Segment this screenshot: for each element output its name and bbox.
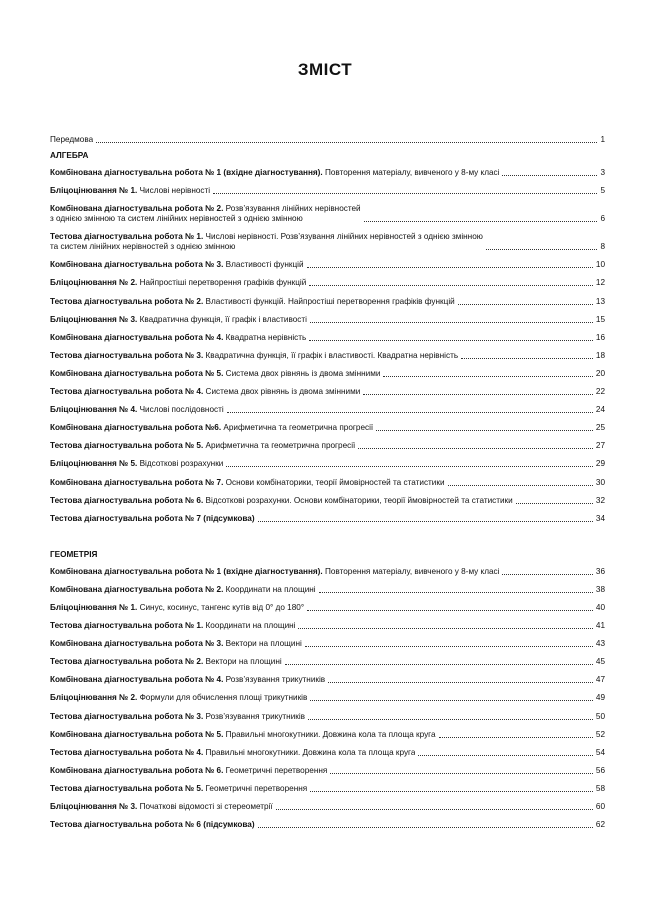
leader-dots: [330, 773, 593, 774]
toc-entry-text: [50, 351, 458, 361]
leader-dots: [461, 358, 593, 359]
toc-entry-page: 6: [600, 214, 605, 224]
toc-entry-text: [50, 168, 499, 178]
toc-entry-text: [50, 802, 273, 812]
toc-entry-work-title: Тестова діагностувальна робота № 7 (підсумкова): [50, 513, 255, 523]
toc-entry-text: [50, 204, 361, 224]
page-title: ЗМІСТ: [297, 60, 353, 79]
toc-entry-page: 38: [595, 584, 605, 594]
toc-entry-work-title: Бліцоцінювання № 3.: [50, 314, 138, 324]
toc-entry[interactable]: [50, 675, 605, 685]
toc-entry-work-title: Тестова діагностувальна робота № 5.: [50, 441, 204, 451]
toc-entry[interactable]: [50, 351, 605, 361]
leader-dots: [502, 574, 592, 575]
leader-dots: [364, 221, 598, 222]
toc-entry[interactable]: [50, 168, 605, 178]
toc-entry-work-title: Бліцоцінювання № 4.: [50, 405, 138, 415]
toc-entry-topic: Арифметична та геометрична прогресії: [221, 423, 374, 433]
toc-entry[interactable]: [50, 657, 605, 667]
toc-entry[interactable]: [50, 315, 605, 325]
toc-entry-page: 41: [595, 621, 605, 631]
toc-entry-topic: Властивості функцій. Найпростіші перетворення графіків функцій: [203, 296, 455, 306]
toc-entry-page: 45: [595, 657, 605, 667]
toc-entry-text: [50, 441, 355, 451]
toc-entry-work-title: Тестова діагностувальна робота № 6 (підсумкова): [50, 820, 255, 830]
toc-entry-text: [50, 423, 373, 433]
leader-dots: [439, 737, 593, 738]
toc-entry[interactable]: [50, 204, 605, 224]
toc-entry[interactable]: [50, 423, 605, 433]
toc-entry-topic: Відсоткові розрахунки. Основи комбінаторики, теорії ймовірностей та статистики: [203, 495, 513, 505]
toc-entry-topic: Числові послідовності: [137, 405, 224, 415]
toc-entry-topic: Формули для обчислення площі трикутників: [137, 693, 308, 703]
toc-entry-work-title: Комбінована діагностувальна робота № 4.: [50, 332, 224, 342]
toc-entry-text: [50, 278, 306, 288]
toc-entry-work-title: Бліцоцінювання № 5.: [50, 459, 138, 469]
toc-entry-work-title: Тестова діагностувальна робота № 2.: [50, 657, 204, 667]
toc-entry-topic: Координати на площині: [223, 584, 316, 594]
toc-entry-page: 36: [595, 566, 605, 576]
toc-entry-work-title: Тестова діагностувальна робота № 3.: [50, 350, 204, 360]
toc-entry[interactable]: [50, 478, 605, 488]
toc-entry-text: [50, 730, 436, 740]
toc-entry-work-title: Тестова діагностувальна робота № 5.: [50, 783, 204, 793]
leader-dots: [258, 521, 593, 522]
leader-dots: [363, 394, 593, 395]
toc-entry-work-title: Тестова діагностувальна робота № 1.: [50, 232, 204, 242]
toc-entry-topic: Вектори на площині: [223, 639, 302, 649]
toc-entry-text: [50, 603, 304, 613]
leader-dots: [258, 827, 593, 828]
toc-entry-topic: Розв’язування трикутників: [203, 711, 306, 721]
toc-entry-text: [50, 748, 415, 758]
leader-dots: [285, 664, 593, 665]
toc-entry-work-title: Комбінована діагностувальна робота № 5.: [50, 729, 224, 739]
toc-entry-topic: Квадратна нерівність: [223, 332, 307, 342]
leader-dots: [309, 340, 593, 341]
leader-dots: [418, 755, 592, 756]
toc-entry-work-title: Тестова діагностувальна робота № 1.: [50, 621, 204, 631]
toc-entry[interactable]: [50, 603, 605, 613]
toc-entry-topic: Вектори на площині: [203, 657, 282, 667]
toc-entry-page: 43: [595, 639, 605, 649]
toc-entry-work-title: Комбінована діагностувальна робота №6.: [50, 423, 222, 433]
toc-entry-page: 40: [595, 602, 605, 612]
leader-dots: [305, 646, 593, 647]
toc-entry-page: 62: [595, 820, 605, 830]
toc-entry-text: [50, 693, 307, 703]
toc-entry-topic: Квадратична функція, її графік і властивості: [137, 314, 307, 324]
toc-entry-work-title: Бліцоцінювання № 1.: [50, 602, 138, 612]
toc-entry[interactable]: [50, 232, 605, 252]
toc-entry-text: [50, 639, 302, 649]
toc-entry[interactable]: [50, 712, 605, 722]
leader-dots: [276, 809, 593, 810]
toc-entry-work-title: Бліцоцінювання № 2.: [50, 278, 138, 288]
leader-dots: [96, 142, 597, 143]
toc-entry-topic: Геометричні перетворення: [203, 783, 308, 793]
toc-entry-work-title: Тестова діагностувальна робота № 4.: [50, 747, 204, 757]
toc-entry-text: [50, 478, 445, 488]
toc-entry[interactable]: [50, 278, 605, 288]
toc-entry-page: 15: [595, 314, 605, 324]
toc-entry-topic: Початкові відомості зі стереометрії: [137, 802, 273, 811]
toc-entry-page: 27: [595, 441, 605, 451]
leader-dots: [516, 503, 593, 504]
toc-entry-work-title: Комбінована діагностувальна робота № 3.: [50, 260, 224, 270]
toc-entry-text: [50, 297, 455, 307]
toc-entry-topic: Розв’язування лінійних нерівностей: [223, 204, 361, 214]
toc-entry-page: 29: [595, 459, 605, 469]
toc-entry-text: [50, 621, 295, 631]
toc-entry[interactable]: [50, 514, 605, 524]
toc-entry-topic: Повторення матеріалу, вивченого у 8-му класі: [322, 168, 500, 177]
toc-entry-topic: Синус, косинус, тангенс кутів від 0° до 180°: [137, 602, 305, 612]
toc-entry-topic: Відсоткові розрахунки: [137, 459, 224, 469]
toc-entry[interactable]: [50, 693, 605, 703]
section-heading: АЛГЕБРА: [50, 151, 89, 160]
toc-entry-page: 25: [595, 423, 605, 433]
leader-dots: [310, 700, 593, 701]
toc-entry-work-title: Бліцоцінювання № 2.: [50, 693, 138, 703]
toc-entry-page: 34: [595, 513, 605, 523]
toc-entry-text: [50, 232, 483, 252]
leader-dots: [307, 267, 593, 268]
toc-entry-text: [50, 405, 224, 415]
toc-entry-preface[interactable]: [50, 135, 605, 145]
toc-entry-page: 8: [600, 242, 605, 252]
toc-entry-work-title: Комбінована діагностувальна робота № 5.: [50, 368, 224, 378]
toc-entry-page: 60: [595, 802, 605, 811]
toc-entry-topic: Числові нерівності: [137, 186, 211, 196]
toc-entry-topic: Повторення матеріалу, вивченого у 8-му класі: [322, 566, 500, 576]
toc-entry-page: 56: [595, 765, 605, 775]
toc-entry-topic: Система двох рівнянь із двома змінними: [203, 387, 361, 397]
toc-entry-work-title: Комбінована діагностувальна робота № 7.: [50, 477, 224, 487]
toc-entry-work-title: Комбінована діагностувальна робота № 1 (вхідне діагностування).: [50, 168, 323, 177]
leader-dots: [310, 322, 593, 323]
toc-entry-work-title: Комбінована діагностувальна робота № 2.: [50, 584, 224, 594]
toc-entry-text: [50, 766, 327, 776]
toc-entry-topic-continued: та систем лінійних нерівностей з однією змінною: [50, 242, 236, 252]
toc-entry-page: 50: [595, 711, 605, 721]
leader-dots: [308, 719, 593, 720]
toc-entry-topic: Розв’язування трикутників: [223, 675, 326, 685]
toc-entry[interactable]: [50, 567, 605, 577]
leader-dots: [319, 592, 593, 593]
toc-entry-work-title: Тестова діагностувальна робота № 4.: [50, 387, 204, 397]
toc-entry[interactable]: [50, 260, 605, 270]
toc-entry[interactable]: [50, 585, 605, 595]
toc-entry[interactable]: [50, 333, 605, 343]
toc-entry-work-title: Комбінована діагностувальна робота № 4.: [50, 675, 224, 685]
toc-entry-topic: Квадратична функція, її графік і властивості. Квадратна нерівність: [203, 350, 459, 360]
toc-entry[interactable]: [50, 639, 605, 649]
toc-entry-topic-continued: з однією змінною та систем лінійних нерівностей з однією змінною: [50, 214, 303, 224]
toc-entry-page: 54: [595, 747, 605, 757]
toc-entry-work-title: Комбінована діагностувальна робота № 6.: [50, 765, 224, 775]
toc-entry-work-title: Бліцоцінювання № 1.: [50, 186, 138, 196]
leader-dots: [458, 304, 593, 305]
toc-entry-text: [50, 315, 307, 325]
leader-dots: [358, 448, 593, 449]
toc-entry-text: [50, 514, 255, 524]
leader-dots: [227, 412, 593, 413]
toc-entry[interactable]: [50, 766, 605, 776]
toc-entry-text: [50, 387, 360, 397]
toc-entry-topic: Геометричні перетворення: [223, 765, 328, 775]
toc-entry-topic: Правильні многокутники. Довжина кола та площа круга: [223, 729, 436, 739]
section-gap: [50, 532, 605, 550]
toc-entry-text: [50, 186, 210, 196]
toc-entry-work-title: Тестова діагностувальна робота № 6.: [50, 495, 204, 505]
toc-entry-page: 1: [600, 135, 605, 144]
leader-dots: [226, 466, 593, 467]
toc-entry-topic: Числові нерівності. Розв’язування лінійних нерівностей з однією змінною: [203, 232, 483, 242]
toc-entry-page: 32: [595, 495, 605, 505]
toc-entry-work-title: Комбінована діагностувальна робота № 3.: [50, 639, 224, 649]
toc-entry-topic: Система двох рівнянь із двома змінними: [223, 368, 381, 378]
toc-entry-text: [50, 675, 325, 685]
toc-entry-text: [50, 459, 223, 469]
leader-dots: [486, 249, 598, 250]
toc-entry-topic: Правильні многокутники. Довжина кола та площа круга: [203, 747, 416, 757]
toc-entry-page: 18: [595, 350, 605, 360]
toc-entry-text: [50, 712, 305, 722]
toc-entry[interactable]: [50, 784, 605, 794]
leader-dots: [309, 285, 593, 286]
toc-entry-work-title: Тестова діагностувальна робота № 3.: [50, 711, 204, 721]
leader-dots: [298, 628, 592, 629]
toc-entry[interactable]: [50, 496, 605, 506]
toc-entry[interactable]: [50, 820, 605, 830]
toc-entry-page: 10: [595, 260, 605, 270]
leader-dots: [310, 791, 593, 792]
toc-entry-text: [50, 333, 306, 343]
toc-entry[interactable]: [50, 369, 605, 379]
toc-entry-page: 24: [595, 405, 605, 415]
toc-entry-text: [50, 784, 307, 794]
toc-entry[interactable]: [50, 441, 605, 451]
toc-entry-page: 49: [595, 693, 605, 703]
toc-entry-text: [50, 369, 380, 379]
toc-entry[interactable]: [50, 459, 605, 469]
toc-entry-page: 47: [595, 675, 605, 685]
leader-dots: [307, 610, 593, 611]
toc-entry-topic: Арифметична та геометрична прогресії: [203, 441, 356, 451]
toc-entry[interactable]: [50, 621, 605, 631]
toc-entry-page: 12: [595, 278, 605, 288]
toc-entry[interactable]: [50, 387, 605, 397]
leader-dots: [328, 682, 593, 683]
toc-entry-text: [50, 496, 513, 506]
toc-entry-work-title: Тестова діагностувальна робота № 2.: [50, 296, 204, 306]
toc-entry-page: 58: [595, 783, 605, 793]
toc-entry[interactable]: [50, 802, 605, 812]
toc-entry-page: 13: [595, 296, 605, 306]
toc-entry-work-title: Комбінована діагностувальна робота № 1 (вхідне діагностування).: [50, 566, 323, 576]
toc-entry[interactable]: [50, 186, 605, 196]
toc-entry-work-title: Комбінована діагностувальна робота № 2.: [50, 204, 224, 214]
section-heading: ГЕОМЕТРІЯ: [50, 549, 98, 559]
toc-entry-text: [50, 260, 304, 270]
leader-dots: [383, 376, 592, 377]
toc-entry-page: 52: [595, 729, 605, 739]
leader-dots: [502, 175, 597, 176]
toc-entry-work-title: Бліцоцінювання № 3.: [50, 802, 138, 811]
leader-dots: [213, 193, 597, 194]
toc-entry-page: 3: [600, 168, 605, 177]
toc-entry-topic: Найпростіші перетворення графіків функцій: [137, 278, 307, 288]
toc-entry-topic: Властивості функцій: [223, 260, 304, 270]
toc-entry-page: 16: [595, 332, 605, 342]
table-of-contents: [50, 135, 605, 838]
toc-entry-text: [50, 820, 255, 830]
toc-entry-text: [50, 567, 499, 577]
toc-entry-page: 22: [595, 387, 605, 397]
toc-entry-topic: Основи комбінаторики, теорії ймовірностей та статистики: [223, 477, 445, 487]
toc-entry[interactable]: [50, 748, 605, 758]
toc-entry[interactable]: [50, 730, 605, 740]
leader-dots: [448, 485, 593, 486]
toc-entry[interactable]: [50, 405, 605, 415]
toc-entry-text: [50, 657, 282, 667]
toc-entry[interactable]: [50, 297, 605, 307]
toc-entry-page: 5: [600, 186, 605, 196]
toc-entry-page: 30: [595, 477, 605, 487]
toc-entry-page: 20: [595, 368, 605, 378]
toc-entry-topic: Координати на площині: [203, 621, 296, 631]
toc-entry-text: Передмова: [50, 135, 94, 144]
toc-entry-text: [50, 585, 316, 595]
leader-dots: [376, 430, 593, 431]
